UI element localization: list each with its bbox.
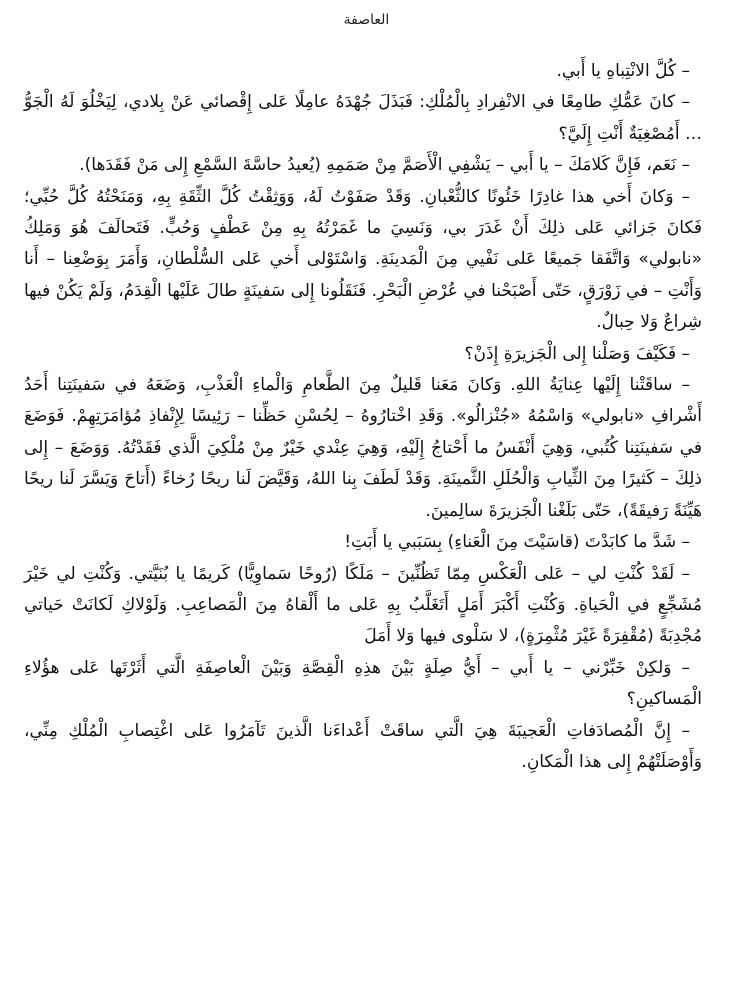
paragraph-7: – شَدَّ ما كابَدْتَ (قاسَيْتَ مِنَ الْعَناءِ) بِسَبَبي يا أَبَتِ!: [344, 532, 690, 553]
paragraph-9: – وَلكِنْ خَبِّرْني – يا أَبي – أَيُّ صِلَةٍ بَيْنَ هذِهِ الْقِصَّةِ وَبَيْنَ الْعاصِفَةِ الَّتي أَثَرْتَها عَلى هؤُلاءِ الْمَساكينِ؟: [24, 657, 702, 710]
paragraph-6: – ساقَتْنا إِلَيْها عِنايَةُ اللهِ. وَكانَ مَعَنا قَليلٌ مِنَ الطَّعامِ وَالْماءِ الْعَذْبِ، وَضَعَهُ في سَفينَتِنا أَحَدُ أَشْرافِ «نابولي» وَاسْمُهُ «جُنْزالُو». وَقَدِ اخْتارُوهُ – لِحُسْنِ حَظِّنا – رَئِيسًا لِإِنْفاذِ مُؤامَرَتِهِمْ. فَوَضَعَ في سَفينَتِنا كُتُبي، وَهِيَ أَنْفَسُ ما أَحْتاجُ إِلَيْهِ، وَهِيَ عِنْدي خَيْرٌ مِنْ مُلْكِيَ الَّذي فَقَدْتُهُ. وَوَضَعَ – إِلى ذلِكَ – كَثيرًا مِنَ الثِّيابِ وَالْحُلَلِ الثَّمينَةِ. وَقَدْ لَطَفَ بِنا اللهُ، وَقَيَّضَ لَنا ريحًا رُخاءً (أَتاحَ وَيَسَّرَ لَنا ريحًا هَيِّنَةً رَفيقَةً)، حَتّى بَلَغْنا الْجَزيرَةَ سالِمينَ.: [24, 375, 702, 521]
body-text: [24, 56, 702, 778]
running-header: العاصفة: [343, 12, 390, 28]
paragraph-1: – كُلَّ الانْتِباهِ يا أَبي.: [556, 61, 690, 81]
paragraph-2: – كانَ عَمُّكِ طامِعًا في الانْفِرادِ بِالْمُلْكِ: فَبَذَلَ جُهْدَهُ عامِلًا عَلى إِقْصائي عَنْ بِلادي، لِيَخْلُوَ لَهُ الْجَوُّ … أَمُصْغِيَةٌ أَنْتِ إِلَيَّ؟: [24, 92, 702, 144]
paragraph-5: – فَكَيْفَ وَصَلْنا إِلى الْجَزيرَةِ إِذَنْ؟: [464, 343, 690, 364]
paragraph-4: – وَكانَ أَخي هذا غادِرًا خَئُونًا كالثُّعْبانِ. وَقَدْ صَفَوْتُ لَهُ، وَوَثِقْتُ كُلَّ الثِّقَةِ بِهِ، وَمَنَحْتُهُ كُلَّ حُبِّي؛ فَكانَ جَزائي عَلى ذلِكَ أَنْ غَدَرَ بي، وَنَسِيَ ما غَمَرْتُهُ بِهِ مِنْ عَطْفٍ وَحُبٍّ. فَتَحالَفَ هُوَ وَمَلِكُ «نابولي» وَاتَّفَقا جَميعًا عَلى نَفْيي مِنَ الْمَدينَةِ. وَاسْتَوْلى أَخي عَلى السُّلْطانِ، وَأَمَرَ بِوَضْعِنا – أَنا وَأَنْتِ – في زَوْرَقٍ، حَتّى أَصْبَحْنا في عُرْضِ الْبَحْرِ. فَنَقَلُونا إِلى سَفينَةٍ طالَ عَلَيْها الْقِدَمُ، وَلَمْ يَكُنْ فيها شِراعٌ وَلا حِبالٌ.: [24, 186, 702, 333]
paragraph-3: – نَعَم، فَإِنَّ كَلامَكَ – يا أَبي – يَشْفِي الْأَصَمَّ مِنْ صَمَمِهِ (يُعيدُ حاسَّةَ السَّمْعِ إِلى مَنْ فَقَدَها).: [79, 155, 690, 176]
paragraph-10: – إِنَّ الْمُصادَفاتِ الْعَجيبَةَ هِيَ الَّتي ساقَتْ أَعْداءَنا الَّذينَ تَآمَرُوا عَلى اغْتِصابِ الْمُلْكِ مِنِّي، وَأَوْصَلَتْهُمْ إِلى هذا الْمَكانِ.: [24, 720, 702, 772]
paragraph-8: – لَقَدْ كُنْتِ لي – عَلى الْعَكْسِ مِمّا تَظُنِّينَ – مَلَكًا (رُوحًا سَماوِيًّا) كَريمًا يا بُنَيَّتي. وَكُنْتِ لي خَيْرَ مُشَجِّعٍ في الْحَياةِ. وَكُنْتِ أَكْبَرَ أَمَلٍ أَتَغَلَّبُ بِهِ عَلى ما أَلْقاهُ مِنَ الْمَصاعِبِ. وَلَوْلاكِ لَكانَتْ حَياتي مُجْدِبَةً (مُقْفِرَةً غَيْرَ مُثْمِرَةٍ)، لا سَلْوى فيها وَلا أَمَلَ: [24, 563, 702, 647]
